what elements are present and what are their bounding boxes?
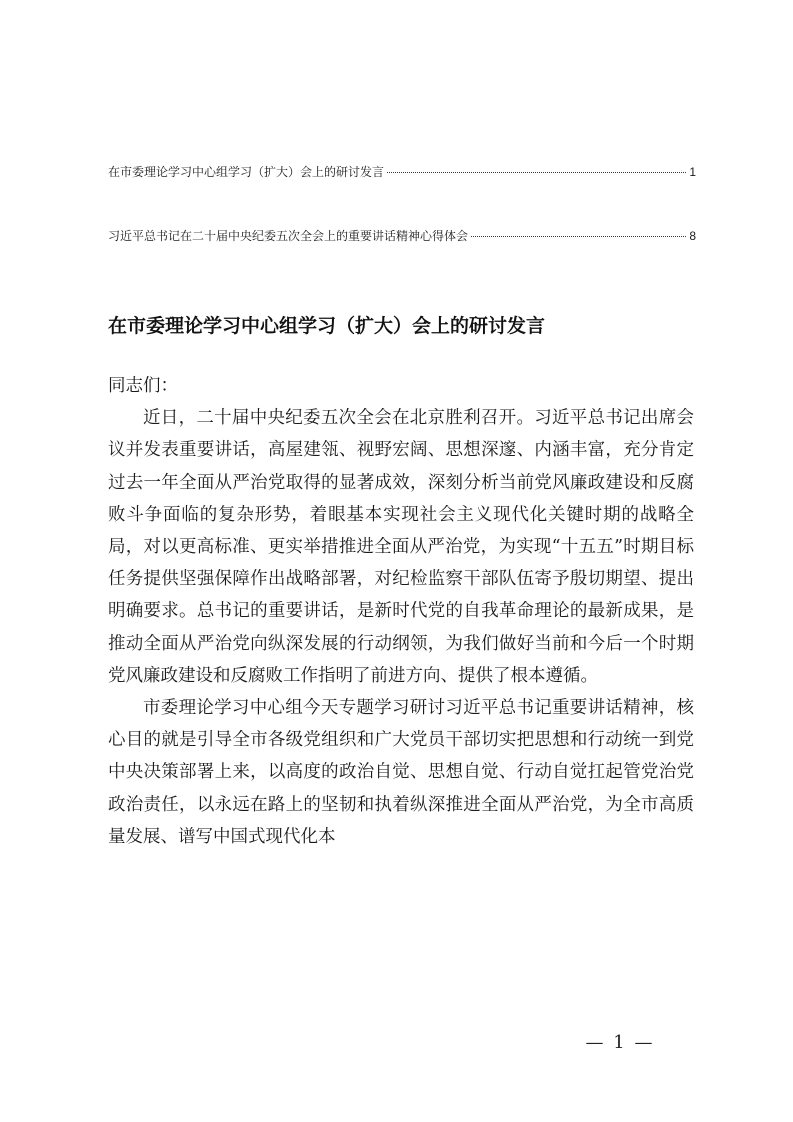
page-number: — 1 — <box>585 1032 655 1053</box>
body-paragraph: 近日，二十届中央纪委五次全会在北京胜利召开。习近平总书记出席会议并发表重要讲话，高屋建瓴、视野宏阔、思想深邃、内涵丰富，充分肯定过去一年全面从严治党取得的显著成效，深刻分析当前党风廉政建设和反腐败斗争面临的复杂形势，着眼基本实现社会主义现代化关键时期的战略全局，对以更高标准、更实举措推进全面从严治党，为实现“十五五”时期目标任务提供坚强保障作出战略部署，对纪检监察干部队伍寄予殷切期望、提出明确要求。总书记的重要讲话，是新时代党的自我革命理论的最新成果，是推动全面从严治党向纵深发展的行动纲领，为我们做好当前和今后一个时期党风廉政建设和反腐败工作指明了前进方向、提供了根本遵循。 <box>108 408 694 686</box>
toc-entry-title: 在市委理论学习中心组学习（扩大）会上的研讨发言 <box>108 165 385 179</box>
toc-entry-page: 1 <box>689 165 696 179</box>
toc-entry[interactable] <box>108 228 696 244</box>
toc-entry-page: 8 <box>689 229 696 243</box>
toc-leader-dots <box>387 172 686 173</box>
body-paragraph: 市委理论学习中心组今天专题学习研讨习近平总书记重要讲话精神，核心目的就是引导全市各级党组织和广大党员干部切实把思想和行动统一到党中央决策部署上来，以高度的政治自觉、思想自觉、行动自觉扛起管党治党政治责任，以永远在路上的坚韧和执着纵深推进全面从严治党，为全市高质量发展、谱写中国式现代化本 <box>108 698 694 847</box>
salutation: 同志们： <box>108 376 178 396</box>
document-title: 在市委理论学习中心组学习（扩大）会上的研讨发言 <box>108 315 546 337</box>
toc-entry-title: 习近平总书记在二十届中央纪委五次全会上的重要讲话精神心得体会 <box>108 229 469 243</box>
toc-entry[interactable] <box>108 164 696 180</box>
toc-leader-dots <box>471 236 686 237</box>
document-body <box>108 370 694 853</box>
